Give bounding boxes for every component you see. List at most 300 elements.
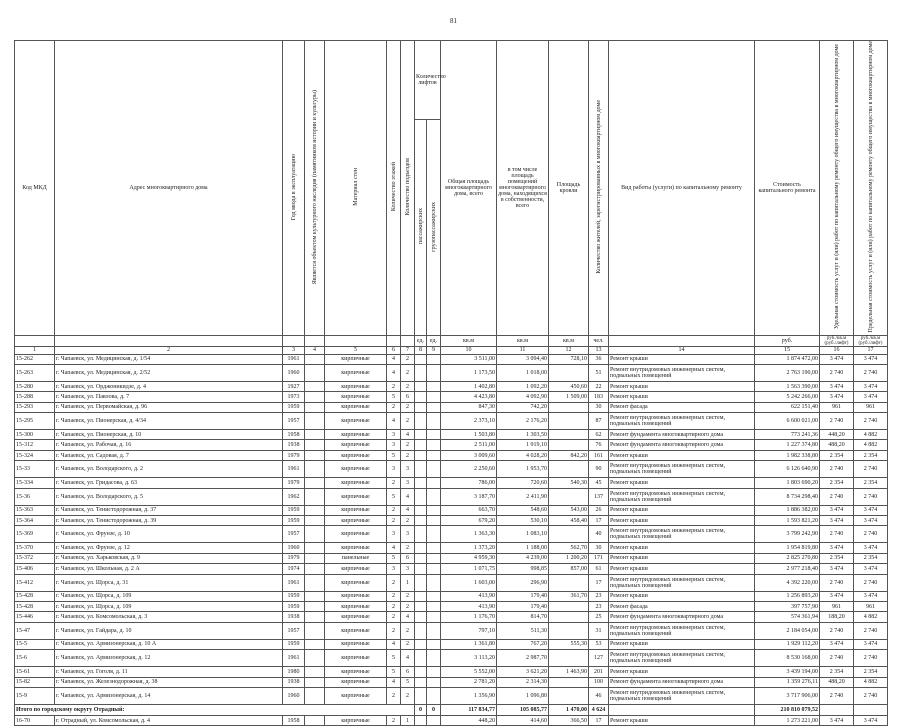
cell-entrances: 2 xyxy=(401,543,415,553)
cell-unit-cost: 2 740 xyxy=(820,687,854,704)
cell-code: 15-293 xyxy=(15,402,55,412)
column-number: 14 xyxy=(609,346,755,354)
cell-area: 3 187,70 xyxy=(441,488,497,505)
cell-lifts-a xyxy=(415,413,427,430)
cell-people: 45 xyxy=(589,478,609,488)
cell-owned-area: 998,85 xyxy=(497,564,549,574)
cell-lifts-a xyxy=(415,601,427,611)
cell-monument xyxy=(305,402,325,412)
header-work-type: Вид работы (услуги) по капитальному ремонту xyxy=(609,41,755,336)
cell-monument xyxy=(305,526,325,543)
total-lifts-a: 0 xyxy=(415,704,427,715)
cell-lifts-a xyxy=(415,402,427,412)
cell-lifts-a xyxy=(415,715,427,725)
cell-floors: 2 xyxy=(387,516,401,526)
cell-work: Ремонт крыши xyxy=(609,381,755,391)
unit-specific: руб./кв.м (руб./лифт) xyxy=(820,335,854,346)
total-lifts-b: 0 xyxy=(427,704,441,715)
cell-walls: кирпичные xyxy=(325,612,387,622)
cell-year: 1960 xyxy=(283,543,305,553)
cell-area: 3 511,00 xyxy=(441,354,497,364)
cell-lifts-b xyxy=(427,413,441,430)
cell-work: Ремонт крыши xyxy=(609,516,755,526)
cell-roof: 562,70 xyxy=(549,543,589,553)
cell-year: 1959 xyxy=(283,505,305,515)
table-row xyxy=(15,677,888,687)
cell-unit-cost: 2 740 xyxy=(820,461,854,478)
cell-monument xyxy=(305,354,325,364)
cell-entrances: 6 xyxy=(401,553,415,563)
column-number: 8 xyxy=(415,346,427,354)
cell-monument xyxy=(305,440,325,450)
cell-unit-cost: 2 740 xyxy=(820,413,854,430)
cell-floors: 3 xyxy=(387,526,401,543)
cell-area: 1 071,75 xyxy=(441,564,497,574)
cell-floors: 5 xyxy=(387,450,401,460)
cell-lifts-b xyxy=(427,612,441,622)
cell-owned-area: 2 176,20 xyxy=(497,413,549,430)
cell-area: 5 552,00 xyxy=(441,667,497,677)
cell-area: 4 423,80 xyxy=(441,392,497,402)
cell-lifts-b xyxy=(427,488,441,505)
cell-area: 847,30 xyxy=(441,402,497,412)
cell-address: г. Чапаевск, ул. Щорса, д. 109 xyxy=(55,591,283,601)
cell-walls: кирпичные xyxy=(325,622,387,639)
total-row xyxy=(15,704,888,715)
header-code: Код МКД xyxy=(15,41,55,336)
cell-limit-cost: 2 354 xyxy=(854,450,888,460)
cell-work: Ремонт внутридомовых инженерных систем, подвальных помещений xyxy=(609,488,755,505)
column-number: 7 xyxy=(401,346,415,354)
cell-roof xyxy=(549,402,589,412)
cell-limit-cost: 2 740 xyxy=(854,364,888,381)
cell-work: Ремонт внутридомовых инженерных систем, подвальных помещений xyxy=(609,622,755,639)
header-monument: Является объектом культурного наследия (памятником истории и культуры) xyxy=(311,89,318,284)
cell-work: Ремонт крыши xyxy=(609,543,755,553)
cell-area: 786,00 xyxy=(441,478,497,488)
cell-monument xyxy=(305,601,325,611)
cell-code: 15-82 xyxy=(15,677,55,687)
cell-entrances: 3 xyxy=(401,526,415,543)
cell-monument xyxy=(305,687,325,704)
cell-owned-area: 1 953,70 xyxy=(497,461,549,478)
cell-area: 1 603,00 xyxy=(441,574,497,591)
cell-lifts-a xyxy=(415,392,427,402)
cell-address: г. Чапаевск, ул. Рабочая, д. 16 xyxy=(55,440,283,450)
cell-walls: кирпичные xyxy=(325,461,387,478)
cell-roof: 857,00 xyxy=(549,564,589,574)
cell-walls: кирпичные xyxy=(325,381,387,391)
header-year: Год ввода в эксплуатацию xyxy=(290,153,297,220)
cell-people: 26 xyxy=(589,505,609,515)
cell-limit-cost: 3 474 xyxy=(854,354,888,364)
cell-year: 1961 xyxy=(283,650,305,667)
column-number: 9 xyxy=(427,346,441,354)
cell-roof: 1 200,20 xyxy=(549,553,589,563)
cell-work: Ремонт фасада xyxy=(609,402,755,412)
cell-work: Ремонт крыши xyxy=(609,715,755,725)
cell-unit-cost: 3 474 xyxy=(820,354,854,364)
cell-floors: 5 xyxy=(387,488,401,505)
cell-cost: 2 977 218,40 xyxy=(755,564,820,574)
cell-address: г. Чапаевск, ул. Гоголя, д. 11 xyxy=(55,667,283,677)
cell-roof xyxy=(549,574,589,591)
cell-people: 100 xyxy=(589,677,609,687)
cell-limit-cost: 3 474 xyxy=(854,543,888,553)
cell-year: 1957 xyxy=(283,413,305,430)
cell-work: Ремонт крыши xyxy=(609,639,755,649)
cell-year: 1938 xyxy=(283,440,305,450)
cell-entrances: 3 xyxy=(401,461,415,478)
cell-people: 62 xyxy=(589,430,609,440)
cell-roof: 450,60 xyxy=(549,381,589,391)
table-row xyxy=(15,402,888,412)
cell-address: г. Чапаевск, ул. Гридасова, д. 63 xyxy=(55,478,283,488)
cell-entrances: 2 xyxy=(401,440,415,450)
cell-code: 15-428 xyxy=(15,591,55,601)
cell-lifts-b xyxy=(427,526,441,543)
cell-code: 15-47 xyxy=(15,622,55,639)
cell-cost: 1 874 472,00 xyxy=(755,354,820,364)
cell-roof xyxy=(549,526,589,543)
cell-monument xyxy=(305,650,325,667)
capital-repair-table xyxy=(14,40,888,726)
column-number: 15 xyxy=(755,346,820,354)
cell-owned-area: 1 092,20 xyxy=(497,381,549,391)
cell-people: 17 xyxy=(589,715,609,725)
cell-floors: 4 xyxy=(387,354,401,364)
table-row xyxy=(15,564,888,574)
cell-work: Ремонт крыши xyxy=(609,667,755,677)
cell-code: 15-406 xyxy=(15,564,55,574)
cell-year: 1973 xyxy=(283,392,305,402)
cell-lifts-b xyxy=(427,687,441,704)
column-number: 12 xyxy=(549,346,589,354)
cell-address: г. Чапаевск, ул. Щорса, д. 109 xyxy=(55,601,283,611)
cell-year: 1980 xyxy=(283,667,305,677)
cell-unit-cost: 2 740 xyxy=(820,650,854,667)
cell-year: 1959 xyxy=(283,402,305,412)
cell-limit-cost: 2 740 xyxy=(854,526,888,543)
cell-work: Ремонт внутридомовых инженерных систем, подвальных помещений xyxy=(609,461,755,478)
cell-monument xyxy=(305,677,325,687)
cell-code: 15-372 xyxy=(15,553,55,563)
table-row xyxy=(15,354,888,364)
cell-lifts-b xyxy=(427,574,441,591)
header-address: Адрес многоквартирного дома xyxy=(55,41,283,336)
header-repair-cost: Стоимость капитального ремонта xyxy=(755,41,820,336)
cell-owned-area: 742,20 xyxy=(497,402,549,412)
cell-lifts-a xyxy=(415,650,427,667)
cell-owned-area: 3 621,20 xyxy=(497,667,549,677)
cell-lifts-a xyxy=(415,687,427,704)
cell-walls: кирпичные xyxy=(325,715,387,725)
cell-year: 1938 xyxy=(283,612,305,622)
cell-address: г. Чапаевск, ул. Пионерская, д. 10 xyxy=(55,430,283,440)
cell-limit-cost: 3 474 xyxy=(854,639,888,649)
cell-area: 1 363,30 xyxy=(441,526,497,543)
cell-area: 3 009,60 xyxy=(441,450,497,460)
cell-floors: 2 xyxy=(387,591,401,601)
cell-limit-cost: 2 354 xyxy=(854,667,888,677)
cell-lifts-b xyxy=(427,450,441,460)
cell-year: 1959 xyxy=(283,639,305,649)
cell-walls: кирпичные xyxy=(325,516,387,526)
cell-code: 15-334 xyxy=(15,478,55,488)
cell-floors: 4 xyxy=(387,543,401,553)
cell-people: 127 xyxy=(589,650,609,667)
cell-area: 1 176,70 xyxy=(441,612,497,622)
cell-address: г. Чапаевск, ул. Школьная, д. 2 А xyxy=(55,564,283,574)
cell-monument xyxy=(305,450,325,460)
cell-owned-area: 296,90 xyxy=(497,574,549,591)
cell-people: 23 xyxy=(589,591,609,601)
cell-people: 53 xyxy=(589,639,609,649)
table-row xyxy=(15,601,888,611)
cell-address: г. Чапаевск, ул. Первомайская, д. 96 xyxy=(55,402,283,412)
cell-lifts-b xyxy=(427,402,441,412)
cell-limit-cost: 3 474 xyxy=(854,392,888,402)
cell-unit-cost: 3 474 xyxy=(820,564,854,574)
cell-unit-cost: 961 xyxy=(820,601,854,611)
cell-floors: 4 xyxy=(387,639,401,649)
cell-roof xyxy=(549,430,589,440)
cell-floors: 4 xyxy=(387,677,401,687)
cell-unit-cost: 3 474 xyxy=(820,591,854,601)
cell-lifts-b xyxy=(427,516,441,526)
cell-unit-cost: 2 740 xyxy=(820,622,854,639)
cell-floors: 3 xyxy=(387,440,401,450)
cell-code: 15-446 xyxy=(15,612,55,622)
cell-code: 15-5 xyxy=(15,639,55,649)
cell-lifts-a xyxy=(415,450,427,460)
cell-year: 1960 xyxy=(283,364,305,381)
cell-roof xyxy=(549,364,589,381)
cell-entrances: 2 xyxy=(401,639,415,649)
cell-limit-cost: 2 740 xyxy=(854,650,888,667)
cell-owned-area: 814,70 xyxy=(497,612,549,622)
cell-walls: кирпичные xyxy=(325,488,387,505)
cell-address: г. Чапаевск, ул. Садовая, д. 7 xyxy=(55,450,283,460)
header-floors: Количество этажей xyxy=(390,162,397,212)
cell-owned-area: 4 239,00 xyxy=(497,553,549,563)
cell-entrances: 4 xyxy=(401,505,415,515)
cell-lifts-a xyxy=(415,667,427,677)
cell-people: 183 xyxy=(589,392,609,402)
cell-year: 1960 xyxy=(283,687,305,704)
cell-lifts-b xyxy=(427,505,441,515)
header-walls: Материал стен xyxy=(352,167,359,206)
cell-year: 1979 xyxy=(283,450,305,460)
cell-address: г. Чапаевск, ул. Щорса, д. 31 xyxy=(55,574,283,591)
cell-lifts-b xyxy=(427,622,441,639)
cell-entrances: 5 xyxy=(401,677,415,687)
cell-owned-area: 1 083,10 xyxy=(497,526,549,543)
cell-entrances: 2 xyxy=(401,450,415,460)
cell-cost: 622 151,40 xyxy=(755,402,820,412)
cell-lifts-b xyxy=(427,667,441,677)
cell-floors: 2 xyxy=(387,622,401,639)
unit-area2: кв.м xyxy=(497,335,549,346)
cell-roof xyxy=(549,622,589,639)
cell-work: Ремонт фундамента многоквартирного дома xyxy=(609,440,755,450)
cell-work: Ремонт фундамента многоквартирного дома xyxy=(609,430,755,440)
cell-work: Ремонт фундамента многоквартирного дома xyxy=(609,677,755,687)
cell-lifts-b xyxy=(427,543,441,553)
table-row xyxy=(15,440,888,450)
cell-year: 1961 xyxy=(283,354,305,364)
cell-area: 413,90 xyxy=(441,601,497,611)
cell-monument xyxy=(305,516,325,526)
cell-cost: 2 825 270,80 xyxy=(755,553,820,563)
cell-people: 31 xyxy=(589,622,609,639)
cell-people: 40 xyxy=(589,526,609,543)
cell-code: 15-324 xyxy=(15,450,55,460)
total-owned-area: 105 085,77 xyxy=(497,704,549,715)
column-number: 3 xyxy=(283,346,305,354)
cell-cost: 1 929 112,20 xyxy=(755,639,820,649)
table-row xyxy=(15,516,888,526)
cell-limit-cost: 2 740 xyxy=(854,488,888,505)
cell-code: 15-288 xyxy=(15,392,55,402)
cell-year: 1957 xyxy=(283,622,305,639)
cell-monument xyxy=(305,543,325,553)
cell-limit-cost: 2 740 xyxy=(854,622,888,639)
cell-lifts-a xyxy=(415,488,427,505)
cell-cost: 1 227 374,80 xyxy=(755,440,820,450)
cell-people: 17 xyxy=(589,516,609,526)
cell-floors: 3 xyxy=(387,461,401,478)
cell-roof xyxy=(549,461,589,478)
cell-work: Ремонт внутридомовых инженерных систем, подвальных помещений xyxy=(609,364,755,381)
cell-cost: 2 184 054,00 xyxy=(755,622,820,639)
cell-lifts-a xyxy=(415,526,427,543)
cell-floors: 2 xyxy=(387,612,401,622)
cell-people: 51 xyxy=(589,364,609,381)
cell-floors: 3 xyxy=(387,430,401,440)
column-number: 4 xyxy=(305,346,325,354)
cell-lifts-a xyxy=(415,612,427,622)
cell-year: 1961 xyxy=(283,461,305,478)
cell-address: г. Чапаевск, ул. Медицинская, д. 1/54 xyxy=(55,354,283,364)
cell-walls: кирпичные xyxy=(325,440,387,450)
total-label: Итого по городскому округу Отрадный: xyxy=(15,704,415,715)
table-row xyxy=(15,667,888,677)
cell-unit-cost: 2 740 xyxy=(820,364,854,381)
cell-unit-cost: 2 740 xyxy=(820,574,854,591)
cell-walls: кирпичные xyxy=(325,526,387,543)
cell-entrances: 2 xyxy=(401,591,415,601)
cell-limit-cost: 4 882 xyxy=(854,612,888,622)
cell-lifts-a xyxy=(415,505,427,515)
cell-people: 22 xyxy=(589,381,609,391)
cell-lifts-a xyxy=(415,364,427,381)
cell-lifts-a xyxy=(415,574,427,591)
cell-cost: 6 600 021,00 xyxy=(755,413,820,430)
cell-code: 16-70 xyxy=(15,715,55,725)
cell-roof xyxy=(549,612,589,622)
cell-code: 15-428 xyxy=(15,601,55,611)
cell-address: г. Чапаевск, ул. Фрунзе, д. 12 xyxy=(55,543,283,553)
cell-floors: 2 xyxy=(387,715,401,725)
cell-area: 4 959,30 xyxy=(441,553,497,563)
cell-owned-area: 414,60 xyxy=(497,715,549,725)
cell-work: Ремонт крыши xyxy=(609,591,755,601)
cell-walls: кирпичные xyxy=(325,687,387,704)
cell-work: Ремонт внутридомовых инженерных систем, подвальных помещений xyxy=(609,687,755,704)
column-number: 5 xyxy=(325,346,387,354)
cell-cost: 8 530 168,00 xyxy=(755,650,820,667)
total-area: 117 834,77 xyxy=(441,704,497,715)
cell-area: 1 356,90 xyxy=(441,687,497,704)
cell-monument xyxy=(305,639,325,649)
cell-area: 448,20 xyxy=(441,715,497,725)
cell-unit-cost: 488,20 xyxy=(820,677,854,687)
cell-roof: 543,00 xyxy=(549,505,589,515)
cell-area: 413,90 xyxy=(441,591,497,601)
cell-year: 1974 xyxy=(283,564,305,574)
cell-entrances: 4 xyxy=(401,612,415,622)
cell-walls: кирпичные xyxy=(325,564,387,574)
cell-people: 87 xyxy=(589,413,609,430)
header-limit-cost: Предельная стоимость услуг и (или) работ по капитальному ремонту общего имущества в многоквартирном доме xyxy=(867,41,874,333)
cell-lifts-b xyxy=(427,677,441,687)
unit-people: чел. xyxy=(589,335,609,346)
cell-lifts-a xyxy=(415,354,427,364)
table-row xyxy=(15,381,888,391)
cell-cost: 5 242 266,00 xyxy=(755,392,820,402)
cell-code: 15-9 xyxy=(15,687,55,704)
cell-limit-cost: 3 474 xyxy=(854,591,888,601)
cell-lifts-a xyxy=(415,622,427,639)
cell-owned-area: 548,60 xyxy=(497,505,549,515)
cell-owned-area: 179,40 xyxy=(497,591,549,601)
cell-limit-cost: 3 474 xyxy=(854,564,888,574)
cell-lifts-a xyxy=(415,677,427,687)
cell-monument xyxy=(305,505,325,515)
cell-entrances: 6 xyxy=(401,392,415,402)
cell-floors: 5 xyxy=(387,392,401,402)
cell-entrances: 2 xyxy=(401,413,415,430)
header-passenger-lifts: пассажирских xyxy=(417,208,424,245)
cell-area: 1 173,50 xyxy=(441,364,497,381)
header-unit-cost: Удельная стоимость услуг и (или) работ по капитальному ремонту общего имущества в многоквартирном доме xyxy=(833,44,840,330)
cell-walls: кирпичные xyxy=(325,364,387,381)
cell-roof: 555,30 xyxy=(549,639,589,649)
header-entrances: Количество подъездов xyxy=(404,158,411,216)
cell-code: 15-364 xyxy=(15,516,55,526)
cell-cost: 1 563 390,00 xyxy=(755,381,820,391)
cell-floors: 2 xyxy=(387,402,401,412)
table-row xyxy=(15,650,888,667)
cell-monument xyxy=(305,612,325,622)
cell-limit-cost: 2 354 xyxy=(854,553,888,563)
cell-year: 1959 xyxy=(283,601,305,611)
unit-lift-a: ед. xyxy=(415,335,427,346)
cell-address: г. Чапаевск, ул. Армизонерская, д. 10 А xyxy=(55,639,283,649)
cell-limit-cost: 2 740 xyxy=(854,413,888,430)
cell-entrances: 1 xyxy=(401,574,415,591)
header-owned-area: в том числе площадь помещений многоквартирного дома, находящихся в собственности, всего xyxy=(497,41,549,336)
table-row xyxy=(15,478,888,488)
cell-year: 1959 xyxy=(283,516,305,526)
cell-work: Ремонт фундамента многоквартирного дома xyxy=(609,612,755,622)
cell-walls: кирпичные xyxy=(325,505,387,515)
cell-owned-area: 179,40 xyxy=(497,601,549,611)
cell-unit-cost: 961 xyxy=(820,402,854,412)
cell-lifts-b xyxy=(427,440,441,450)
cell-cost: 1 954 819,80 xyxy=(755,543,820,553)
